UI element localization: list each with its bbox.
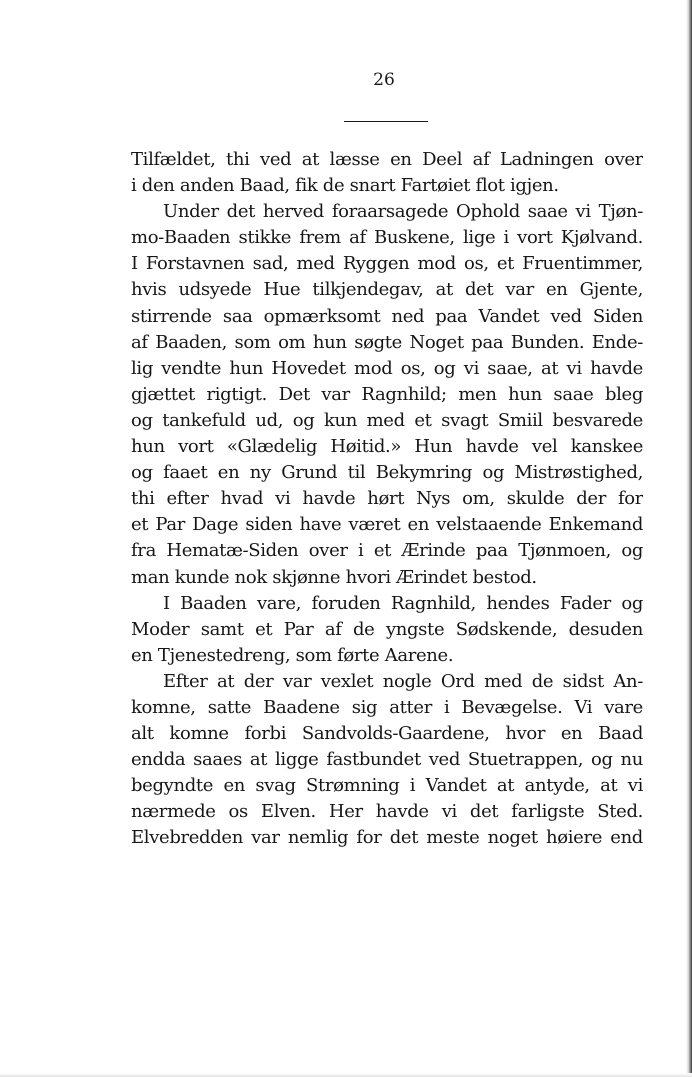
page-edge-shadow	[686, 0, 692, 1077]
text-line: I Forstavnen sad, med Ryggen mod os, et Fruentimmer,	[131, 253, 643, 275]
header-rule	[344, 121, 428, 122]
text-line: man kunde nok skjønne hvori Ærindet bestod.	[131, 566, 537, 588]
text-line: fra Hematæ-Siden over i et Ærinde paa Tjønmoen, og	[131, 540, 643, 562]
text-line: I Baaden vare, foruden Ragnhild, hendes Fader og	[163, 592, 643, 614]
text-line: hvis udsyede Hue tilkjendegav, at det var en Gjente,	[131, 279, 643, 301]
text-line: mo-Baaden stikke frem af Buskene, lige i vort Kjølvand.	[131, 227, 643, 249]
text-line: et Par Dage siden have været en velstaaende Enkemand	[131, 514, 643, 536]
text-line: stirrende saa opmærksomt ned paa Vandet ved Siden	[131, 305, 643, 327]
text-line: af Baaden, som om hun søgte Noget paa Bunden. Ende-	[131, 331, 643, 353]
text-line: hun vort «Glædelig Høitid.» Hun havde vel kanskee	[131, 436, 643, 458]
text-line: lig vendte hun Hovedet mod os, og vi saae, at vi havde	[131, 357, 643, 379]
text-line: og faaet en ny Grund til Bekymring og Mistrøstighed,	[131, 462, 643, 484]
text-line: i den anden Baad, fik de snart Fartøiet flot igjen.	[131, 175, 559, 197]
text-line: alt komne forbi Sandvolds-Gaardene, hvor en Baad	[131, 723, 643, 745]
text-line: komne, satte Baadene sig atter i Bevægelse. Vi vare	[131, 696, 643, 718]
text-line: Elvebredden var nemlig for det meste noget høiere end	[131, 827, 643, 849]
page-bottom-edge	[0, 1073, 692, 1077]
text-line: Efter at der var vexlet nogle Ord med de sidst An-	[163, 670, 643, 692]
text-line: og tankefuld ud, og kun med et svagt Smiil besvarede	[131, 409, 643, 431]
text-line: gjættet rigtigt. Det var Ragnhild; men hun saae bleg	[131, 383, 643, 405]
text-line: Under det herved foraarsagede Ophold saae vi Tjøn-	[163, 201, 643, 223]
body-text	[131, 147, 643, 852]
text-line: begyndte en svag Strømning i Vandet at antyde, at vi	[131, 775, 643, 797]
text-line: en Tjenestedreng, som førte Aarene.	[131, 644, 454, 666]
page-number: 26	[373, 70, 395, 90]
text-line: Moder samt et Par af de yngste Sødskende, desuden	[131, 618, 643, 640]
text-line: endda saaes at ligge fastbundet ved Stuetrappen, og nu	[131, 749, 643, 771]
text-line: thi efter hvad vi havde hørt Nys om, skulde der for	[131, 488, 643, 510]
text-line: Tilfældet, thi ved at læsse en Deel af Ladningen over	[131, 149, 643, 170]
text-line: nærmede os Elven. Her havde vi det farligste Sted.	[131, 801, 643, 823]
